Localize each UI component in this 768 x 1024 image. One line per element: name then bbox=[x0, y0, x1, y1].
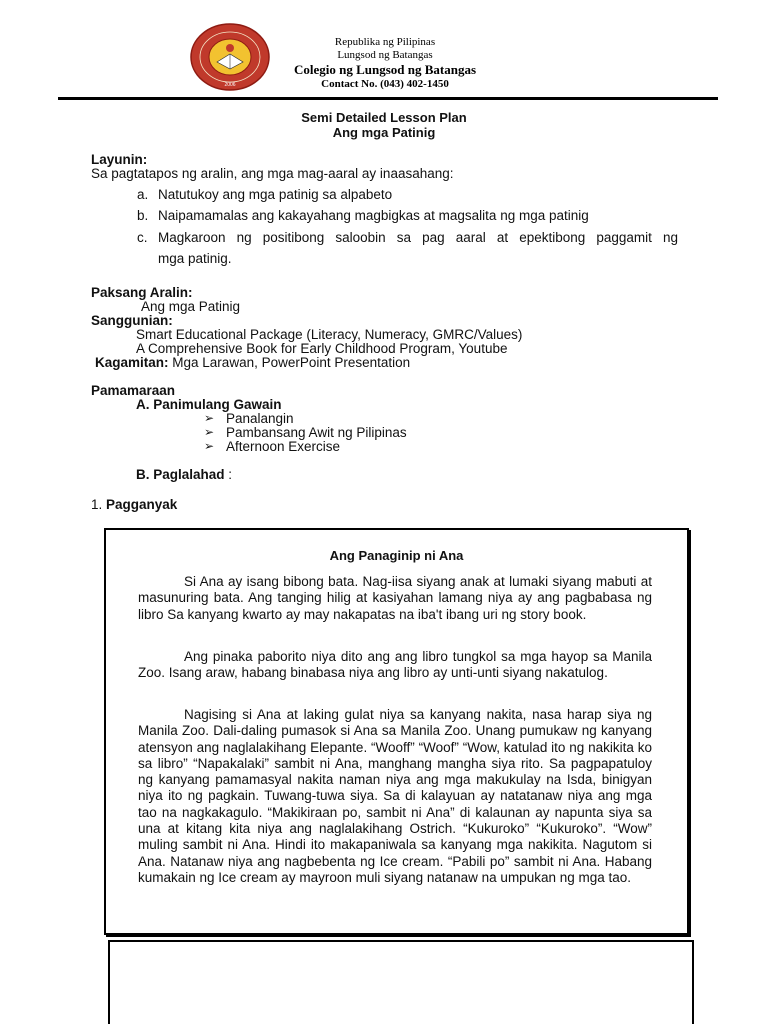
paksa-value: Ang mga Patinig bbox=[141, 299, 241, 314]
pagganyak-number: 1. bbox=[91, 497, 103, 512]
svg-text:2006: 2006 bbox=[224, 82, 236, 88]
panimulang-gawain-heading: A. Panimulang Gawain bbox=[136, 397, 282, 412]
objective-letter: c. bbox=[137, 230, 148, 245]
gawain-item: Panalangin bbox=[226, 411, 294, 426]
story-paragraph: Si Ana ay isang bibong bata. Nag-iisa siyang anak at lumaki siyang mabuti at masunuring bata. Ang tanging hilig at kasiyahan lamang niya ay ang pagbabasa ng libro Sa kanyang kwarto ay may nakapatas na iba't ibang uri ng story book. bbox=[138, 574, 652, 622]
story-paragraph: Nagising si Ana at laking gulat niya sa kanyang nakita, nasa harap siya ng Manila Zoo. Dali-daling pumasok si Ana sa Manila Zoo. Unang pumukaw ng kanyang atensyon ang naglalakihang Elepante. “Wooff” “Woof” “Wow, katulad ito ng nakikita ko sa libro” “Napakalaki” sambit ni Ana, manghang mangha siya rito. Sa pagpapatuloy ng kanyang pamamasyal nakita naman niya ang mga makukulay na Isda, binigyan niya ito ng pagkain. Tuwang-tuwa siya. Sa di kalayuan ay natatanaw niya ang mga tao na nagkakagulo. “Makikiraan po, sambit ni Ana” di kalaunan ay napunta siya sa una at kitang kita niya ang naglalakihang Ostrich. “Kukuroko” “Kukuroko”. “Wow” muling sambit ni Ana. Hindi ito makapaniwala sa kanyang mga nakikita. Nagutom si Ana. Natanaw niya ang nagbebenta ng Ice cream. “Pabili po” sambit ni Ana. Habang kumakain ng Ice cream ay mayroon muli siyang natanaw na umpukan ng mga tao. bbox=[138, 707, 652, 885]
story-box bbox=[104, 528, 689, 935]
activity-box bbox=[108, 940, 694, 1024]
doc-title: Semi Detailed Lesson Plan bbox=[301, 110, 467, 125]
school-name: Colegio ng Lungsod ng Batangas bbox=[293, 62, 477, 77]
pagganyak-line bbox=[91, 497, 177, 513]
sanggunian-item: A Comprehensive Book for Early Childhood Program, Youtube bbox=[136, 341, 508, 356]
pamamaraan-heading: Pamamaraan bbox=[91, 383, 176, 398]
objective-text-cont: mga patinig. bbox=[158, 251, 232, 266]
school-seal-logo bbox=[190, 22, 270, 92]
layunin-heading: Layunin: bbox=[91, 152, 148, 167]
objective-text: Natutukoy ang mga patinig sa alpabeto bbox=[158, 187, 393, 202]
objective-letter: a. bbox=[137, 187, 149, 202]
school-header bbox=[270, 36, 500, 91]
kagamitan-value: Mga Larawan, PowerPoint Presentation bbox=[172, 355, 411, 370]
arrow-bullet-icon: ➢ bbox=[204, 425, 215, 439]
paglalahad-heading: B. Paglalahad bbox=[136, 467, 225, 482]
objective-letter: b. bbox=[137, 208, 149, 223]
paglalahad-colon: : bbox=[224, 467, 233, 482]
country-line: Republika ng Pilipinas bbox=[334, 36, 436, 48]
gawain-item: Pambansang Awit ng Pilipinas bbox=[226, 425, 407, 440]
story-paragraph: Ang pinaka paborito niya dito ang ang libro tungkol sa mga hayop sa Manila Zoo. Isang araw, habang binabasa niya ang libro ay unti-unti siyang nakatulog. bbox=[138, 649, 652, 681]
kagamitan-heading: Kagamitan: bbox=[95, 355, 169, 370]
objective-text: Naipamamalas ang kakayahang magbigkas at magsalita ng mga patinig bbox=[158, 208, 589, 223]
gawain-item: Afternoon Exercise bbox=[226, 439, 341, 454]
arrow-bullet-icon: ➢ bbox=[204, 439, 215, 453]
paksa-heading: Paksang Aralin: bbox=[91, 285, 193, 300]
layunin-intro: Sa pagtatapos ng aralin, ang mga mag-aaral ay inaasahang: bbox=[91, 166, 454, 181]
objective-text: Magkaroon ng positibong saloobin sa pag aaral at epektibong paggamit ng bbox=[158, 230, 678, 245]
kagamitan-line bbox=[95, 355, 410, 371]
contact-line: Contact No. (043) 402-1450 bbox=[321, 78, 449, 90]
sanggunian-heading: Sanggunian: bbox=[91, 313, 173, 328]
header-divider bbox=[58, 97, 718, 100]
story-title: Ang Panaginip ni Ana bbox=[329, 548, 464, 563]
arrow-bullet-icon: ➢ bbox=[204, 411, 215, 425]
pagganyak-label: Pagganyak bbox=[106, 497, 178, 512]
paglalahad-line bbox=[136, 467, 232, 483]
sanggunian-item: Smart Educational Package (Literacy, Numeracy, GMRC/Values) bbox=[136, 327, 523, 342]
city-line: Lungsod ng Batangas bbox=[337, 49, 433, 61]
doc-subtitle: Ang mga Patinig bbox=[332, 125, 436, 140]
